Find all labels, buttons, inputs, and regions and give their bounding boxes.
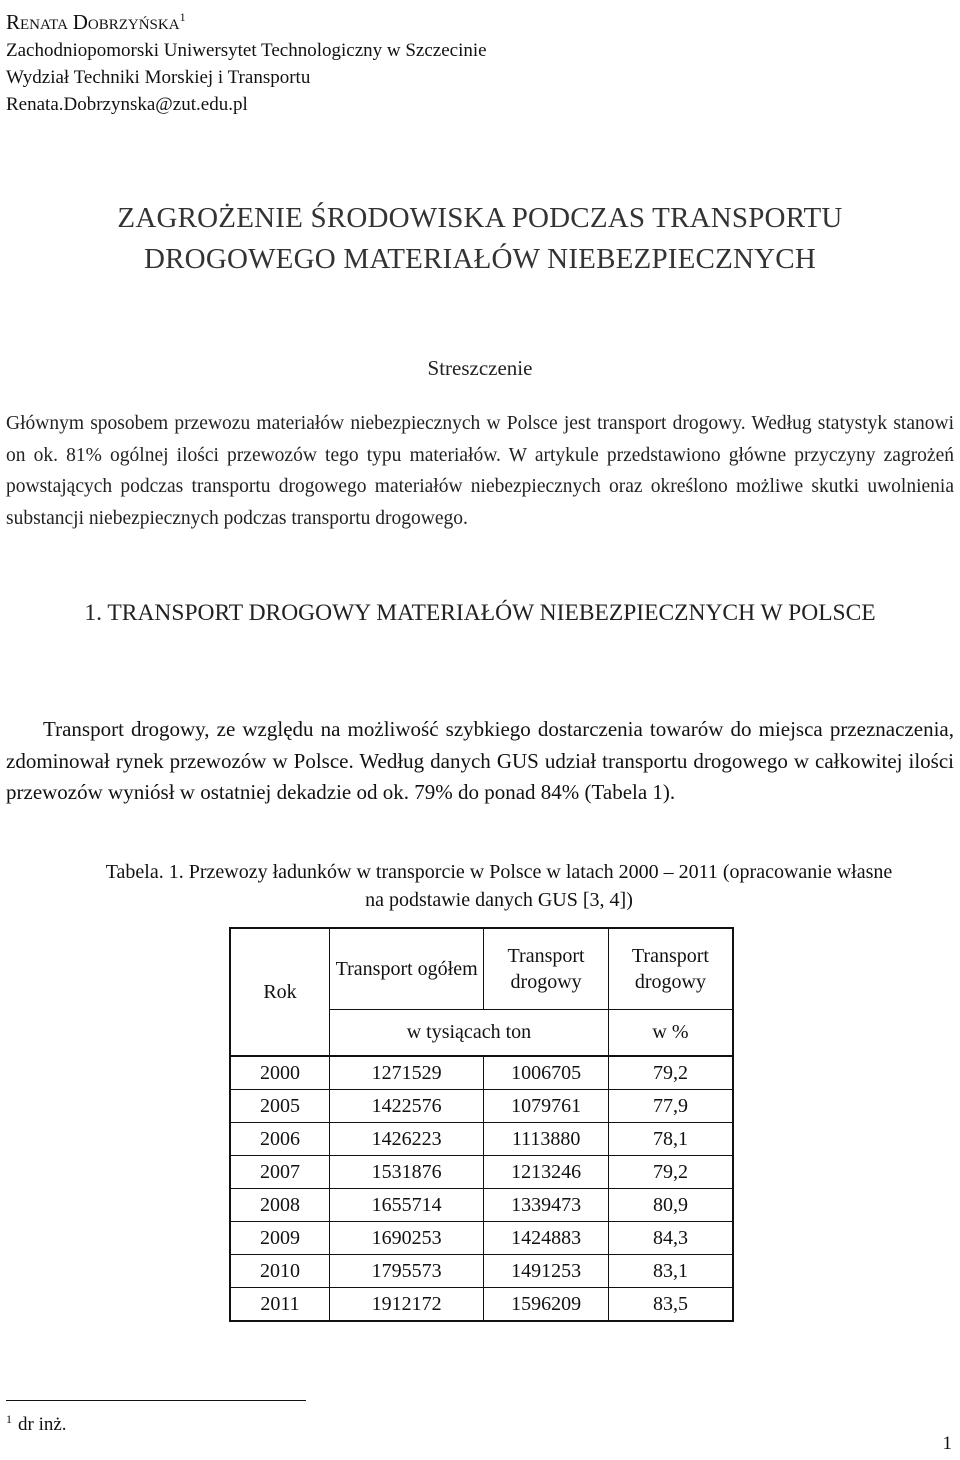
cell-road-pct: 83,1 <box>608 1255 733 1288</box>
table-row <box>230 1056 733 1090</box>
table-row <box>230 1156 733 1189</box>
cell-total: 1426223 <box>329 1123 483 1156</box>
author-block <box>6 4 487 118</box>
cell-road: 1491253 <box>484 1255 609 1288</box>
cell-year: 2008 <box>230 1189 329 1222</box>
footnote-mark: 1 <box>6 1412 12 1426</box>
table-row <box>230 1123 733 1156</box>
cell-total: 1655714 <box>329 1189 483 1222</box>
table-row <box>230 1090 733 1123</box>
table-row <box>230 1288 733 1322</box>
header-transport-road: Transport drogowy <box>484 928 609 1010</box>
cell-road: 1213246 <box>484 1156 609 1189</box>
cell-road: 1339473 <box>484 1189 609 1222</box>
author-first-name: Renata <box>6 10 68 34</box>
table-row <box>230 1222 733 1255</box>
header-year: Rok <box>230 928 329 1056</box>
abstract-text: Głównym sposobem przewozu materiałów niebezpiecznych w Polsce jest transport drogowy. Według statystyk stanowi on ok. 81% ogólnej ilości przewozów tego typu materiałów. W artykule przedstawiono główne przyczyny zagrożeń powstających podczas transportu drogowego materiałów niebezpiecznych oraz określono możliwe skutki uwolnienia substancji niebezpiecznych podczas transportu drogowego. <box>6 413 954 529</box>
cell-road: 1079761 <box>484 1090 609 1123</box>
table-caption <box>40 858 958 914</box>
cell-year: 2009 <box>230 1222 329 1255</box>
cell-year: 2005 <box>230 1090 329 1123</box>
header-unit-tons: w tysiącach ton <box>329 1010 608 1057</box>
footnote-separator <box>6 1400 306 1401</box>
page-number: 1 <box>942 1433 952 1454</box>
author-affiliation-university: Zachodniopomorski Uniwersytet Technologiczny w Szczecinie <box>6 40 487 61</box>
table-caption-line2: na podstawie danych GUS [3, 4]) <box>365 889 633 911</box>
header-transport-total: Transport ogółem <box>329 928 483 1010</box>
cell-total: 1422576 <box>329 1090 483 1123</box>
abstract-heading: Streszczenie <box>427 356 533 380</box>
author-email[interactable]: Renata.Dobrzynska@zut.edu.pl <box>6 94 248 115</box>
cell-year: 2000 <box>230 1056 329 1090</box>
cell-total: 1271529 <box>329 1056 483 1090</box>
footnote <box>6 1412 67 1436</box>
author-name <box>6 4 487 37</box>
author-affiliation-faculty: Wydział Techniki Morskiej i Transportu <box>6 67 311 88</box>
cell-road-pct: 77,9 <box>608 1090 733 1123</box>
table-caption-line1: Tabela. 1. Przewozy ładunków w transporcie w Polsce w latach 2000 – 2011 (opracowanie własne <box>105 861 893 883</box>
header-transport-road-pct: Transport drogowy <box>608 928 733 1010</box>
cell-total: 1912172 <box>329 1288 483 1322</box>
author-last-name: Dobrzyńska <box>72 10 180 34</box>
cell-year: 2007 <box>230 1156 329 1189</box>
cell-year: 2006 <box>230 1123 329 1156</box>
table-header-row <box>230 928 733 1010</box>
cell-road-pct: 79,2 <box>608 1156 733 1189</box>
header-unit-percent: w % <box>608 1010 733 1057</box>
paper-title <box>0 198 960 280</box>
cell-road-pct: 83,5 <box>608 1288 733 1322</box>
cell-year: 2010 <box>230 1255 329 1288</box>
paper-title-line1: ZAGROŻENIE ŚRODOWISKA PODCZAS TRANSPORTU <box>117 202 843 234</box>
cell-road-pct: 84,3 <box>608 1222 733 1255</box>
cell-road: 1113880 <box>484 1123 609 1156</box>
cell-total: 1531876 <box>329 1156 483 1189</box>
data-table <box>229 927 734 1322</box>
cell-road-pct: 80,9 <box>608 1189 733 1222</box>
cell-total: 1690253 <box>329 1222 483 1255</box>
section-paragraph: Transport drogowy, ze względu na możliwość szybkiego dostarczenia towarów do miejsca przeznaczenia, zdominował rynek przewozów w Polsce. Według danych GUS udział transportu drogowego w całkowitej ilości przewozów wyniósł w ostatniej dekadzie od ok. 79% do ponad 84% (Tabela 1). <box>6 717 954 804</box>
cell-road: 1424883 <box>484 1222 609 1255</box>
cell-road-pct: 79,2 <box>608 1056 733 1090</box>
table-row <box>230 1189 733 1222</box>
cell-road-pct: 78,1 <box>608 1123 733 1156</box>
cell-total: 1795573 <box>329 1255 483 1288</box>
paper-title-line2: DROGOWEGO MATERIAŁÓW NIEBEZPIECZNYCH <box>144 243 816 275</box>
footnote-text: dr inż. <box>18 1414 67 1435</box>
author-footnote-mark: 1 <box>179 10 186 24</box>
section-heading: 1. TRANSPORT DROGOWY MATERIAŁÓW NIEBEZPIECZNYCH W POLSCE <box>84 600 876 626</box>
cell-road: 1596209 <box>484 1288 609 1322</box>
cell-year: 2011 <box>230 1288 329 1322</box>
cell-road: 1006705 <box>484 1056 609 1090</box>
table-row <box>230 1255 733 1288</box>
